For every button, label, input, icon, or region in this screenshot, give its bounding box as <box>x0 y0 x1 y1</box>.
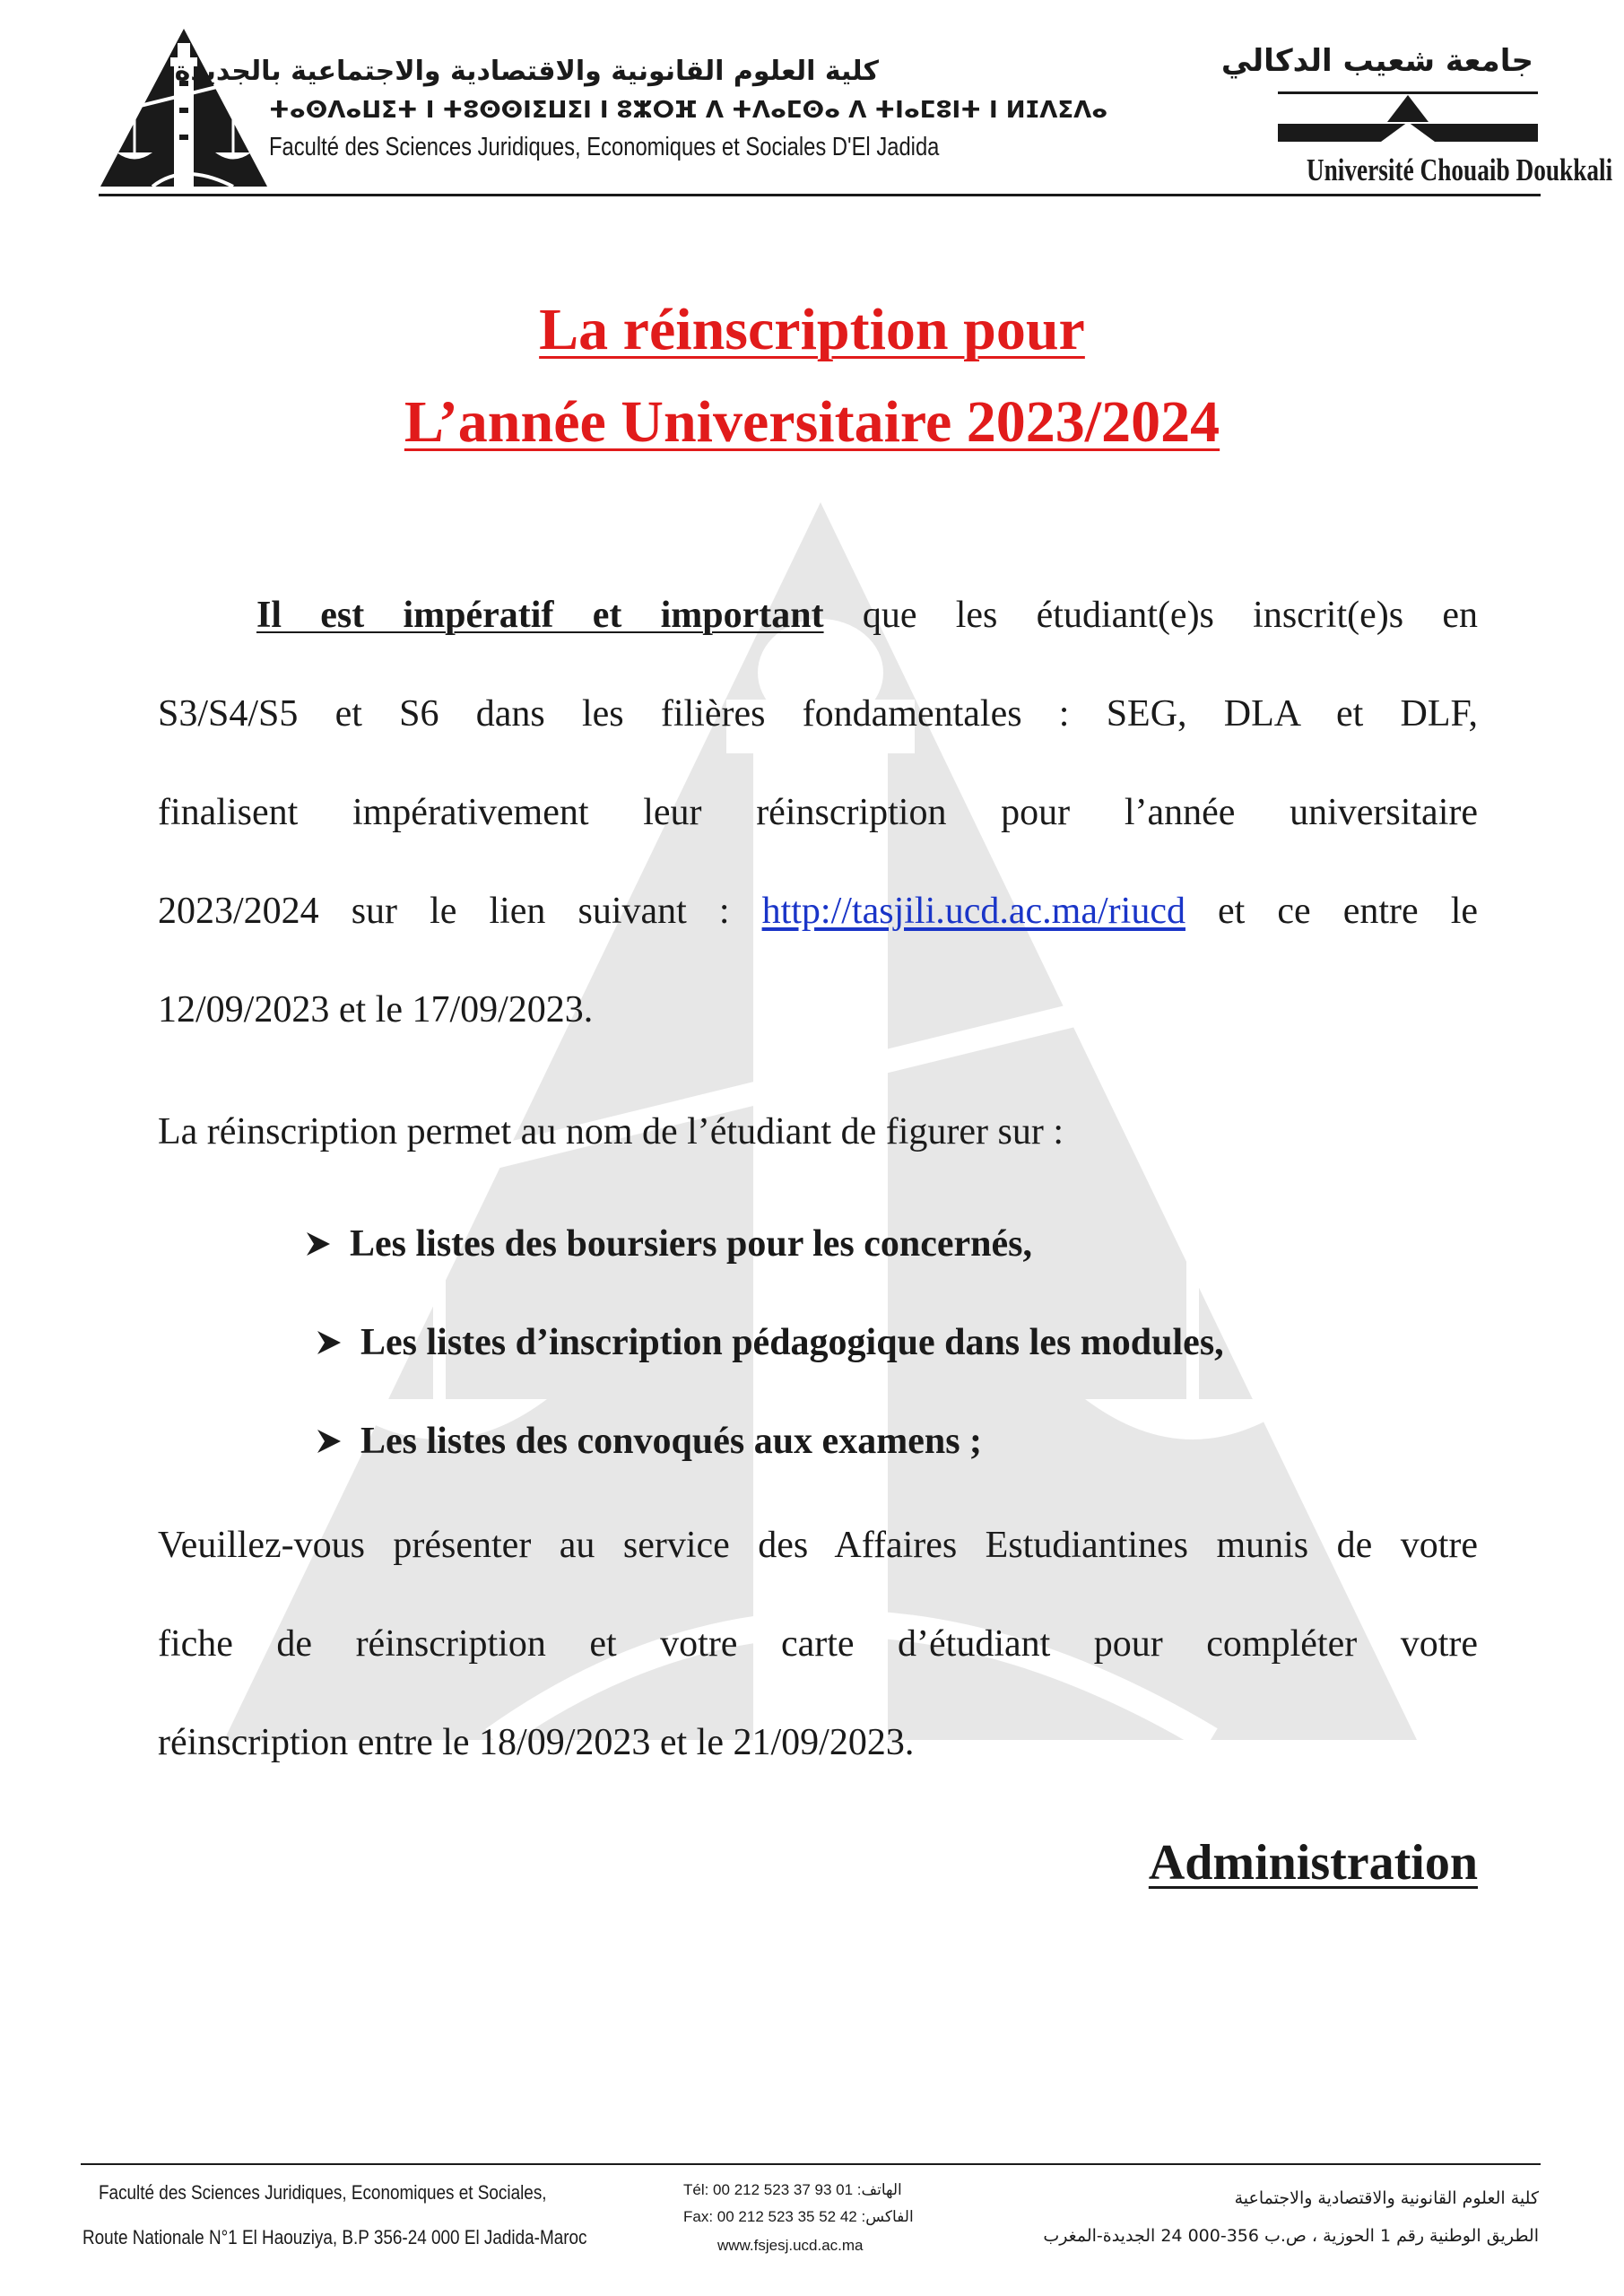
registration-link[interactable]: http://tasjili.ucd.ac.ma/riucd <box>761 891 1185 932</box>
bullet-list <box>305 1217 1224 1513</box>
footer-faculty-name-arabic: كلية العلوم القانونية والاقتصادية والاجتماعية <box>1234 2188 1539 2208</box>
university-name-french: Université Chouaib Doukkali <box>1306 152 1613 187</box>
footer-address: Route Nationale N°1 El Haouziya, B.P 356-24 000 El Jadida-Maroc <box>83 2226 587 2248</box>
paragraph-instructions-line: Veuillez-vous présenter au service des Affaires Estudiantines munis de votre <box>158 1525 1478 1566</box>
paragraph-main <box>158 588 1478 1082</box>
faculty-name-arabic: كلية العلوم القانونية والاقتصادية والاجتماعية بالجديدة <box>174 56 879 87</box>
title-line-2: L’année Universitaire 2023/2024 <box>404 389 1220 455</box>
arrowhead-bullet-icon <box>316 1428 360 1455</box>
faculty-name-french: Faculté des Sciences Juridiques, Economiques et Sociales D'El Jadida <box>269 133 940 161</box>
list-item: Les listes des convoqués aux examens ; <box>305 1414 1224 1468</box>
list-item: Les listes d’inscription pédagogique dans les modules, <box>305 1316 1224 1370</box>
arrowhead-bullet-icon <box>305 1231 350 1257</box>
title-line-1: La réinscription pour <box>539 297 1085 362</box>
arrowhead-bullet-icon <box>316 1329 360 1356</box>
footer-divider <box>81 2163 1541 2165</box>
footer-website[interactable]: www.fsjesj.ucd.ac.ma <box>717 2237 864 2254</box>
signature: Administration <box>1148 1835 1478 1891</box>
paragraph-main-line: finalisent impérativement leur réinscription pour l’année universitaire <box>158 792 1478 833</box>
university-name-arabic: جامعة شعيب الدكالي <box>1220 43 1533 79</box>
footer-fax: Fax: 00 212 523 35 52 42 :الفاكس <box>683 2208 914 2225</box>
faculty-logo <box>99 27 269 188</box>
faculty-name-tifinagh: ⵜⴰⵙⴷⴰⵡⵉⵜ ⵏ ⵜⵓⵙⵙⵏⵉⵡⵉⵏ ⵏ ⵓⵣⵔⴼ ⴷ ⵜⴷⴰⵎⵙⴰ ⴷ ⵜⵏⴰⵎⵓⵏⵜ ⵏ ⵍⵊⴷⵉⴷⴰ <box>269 97 1108 124</box>
paragraph-instructions <box>158 1518 1478 1814</box>
paragraph-instructions-line: fiche de réinscription et votre carte d’étudiant pour compléter votre <box>158 1623 1478 1665</box>
list-item: Les listes des boursiers pour les concernés, <box>305 1217 1224 1271</box>
footer-phone: Tél: 00 212 523 37 93 01 :الهاتف <box>683 2181 902 2198</box>
paragraph-main-line: 12/09/2023 et le 17/09/2023. <box>158 989 594 1031</box>
paragraph-instructions-line: réinscription entre le 18/09/2023 et le 21/09/2023. <box>158 1722 915 1763</box>
intro-text: La réinscription permet au nom de l’étudiant de figurer sur : <box>158 1111 1064 1152</box>
paragraph-main-line: S3/S4/S5 et S6 dans les filières fondamentales : SEG, DLA et DLF, <box>158 693 1478 735</box>
university-logo <box>1278 86 1538 152</box>
footer-faculty-name: Faculté des Sciences Juridiques, Economiques et Sociales, <box>99 2181 547 2204</box>
footer-address-arabic: الطريق الوطنية رقم 1 الحوزية ، ص.ب 356-000 24 الجديدة-المغرب <box>1043 2226 1539 2246</box>
emphasis-text: Il est impératif et important <box>256 595 824 636</box>
paragraph-main-line: Il est impératif et important que les étudiant(e)s inscrit(e)s en <box>256 595 1478 636</box>
header-divider <box>99 194 1541 196</box>
paragraph-main-line: 2023/2024 sur le lien suivant : http://tasjili.ucd.ac.ma/riucd et ce entre le <box>158 891 1478 932</box>
